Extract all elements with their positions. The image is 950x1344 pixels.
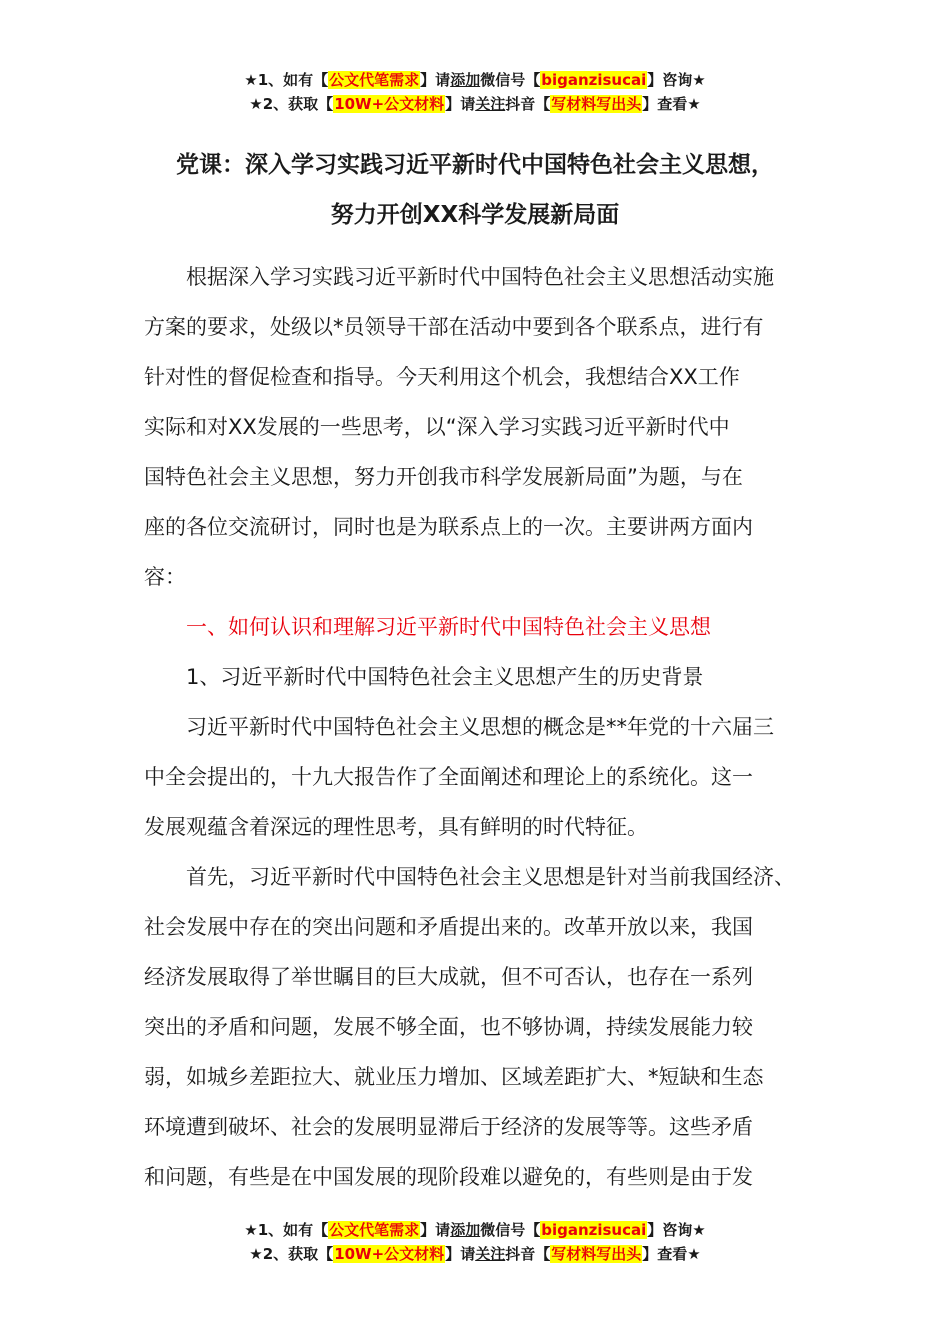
banner-text: 抖音【 [505, 95, 551, 113]
banner-underline: 添加 [450, 71, 481, 89]
text-line: 实际和对XX发展的一些思考，以“深入学习实践习近平新时代中 [144, 415, 730, 439]
banner-highlight: 写材料写出头 [551, 1245, 642, 1263]
banner-text: ★2、获取【 [249, 1245, 334, 1263]
text-line: 和问题，有些是在中国发展的现阶段难以避免的，有些则是由于发 [144, 1165, 753, 1189]
text-line: 习近平新时代中国特色社会主义思想的概念是**年党的十六届三 [144, 715, 774, 739]
banner-text: 】请 [445, 1245, 476, 1263]
banner-text: ★1、如有【 [244, 71, 329, 89]
banner-line-2 [0, 1242, 950, 1266]
document-title-line-1: 党课：深入学习实践习近平新时代中国特色社会主义思想， [176, 152, 774, 178]
banner-text: ★1、如有【 [244, 1221, 329, 1239]
text-line: 方案的要求，处级以*员领导干部在活动中要到各个联系点，进行有 [144, 315, 764, 339]
banner-highlight: 公文代笔需求 [329, 1221, 420, 1239]
banner-highlight: 10W+公文材料 [334, 95, 445, 113]
banner-line-1 [0, 68, 950, 92]
banner-text: 】咨询★ [647, 1221, 706, 1239]
paragraph-first [144, 852, 816, 1202]
subsection-heading-text: 1、习近平新时代中国特色社会主义思想产生的历史背景 [144, 665, 704, 689]
text-line: 根据深入学习实践习近平新时代中国特色社会主义思想活动实施 [144, 265, 774, 289]
banner-highlight: 写材料写出头 [551, 95, 642, 113]
banner-line-2 [0, 92, 950, 116]
banner-highlight: biganzisucai [541, 1221, 647, 1239]
banner-underline: 关注 [475, 95, 506, 113]
banner-highlight: biganzisucai [541, 71, 647, 89]
paragraph-intro [144, 252, 816, 602]
banner-text: 】咨询★ [647, 71, 706, 89]
section-heading-text: 一、如何认识和理解习近平新时代中国特色社会主义思想 [144, 615, 711, 639]
banner-highlight: 10W+公文材料 [334, 1245, 445, 1263]
text-line: 容： [144, 565, 186, 589]
text-line: 社会发展中存在的突出问题和矛盾提出来的。改革开放以来，我国 [144, 915, 753, 939]
banner-underline: 添加 [450, 1221, 481, 1239]
banner-underline: 关注 [475, 1245, 506, 1263]
banner-text: 微信号【 [480, 1221, 541, 1239]
text-line: 发展观蕴含着深远的理性思考，具有鲜明的时代特征。 [144, 815, 648, 839]
banner-text: 】查看★ [642, 1245, 701, 1263]
document-title-line-2: 努力开创XX科学发展新局面 [330, 202, 620, 228]
banner-text: 】请 [420, 71, 451, 89]
bottom-banner [0, 1218, 950, 1266]
text-line: 针对性的督促检查和指导。今天利用这个机会，我想结合XX工作 [144, 365, 740, 389]
text-line: 国特色社会主义思想，努力开创我市科学发展新局面”为题，与在 [144, 465, 743, 489]
banner-highlight: 公文代笔需求 [329, 71, 420, 89]
banner-text: 】请 [420, 1221, 451, 1239]
banner-text: 微信号【 [480, 71, 541, 89]
text-line: 座的各位交流研讨，同时也是为联系点上的一次。主要讲两方面内 [144, 515, 753, 539]
subsection-heading [144, 652, 816, 702]
text-line: 中全会提出的，十九大报告作了全面阐述和理论上的系统化。这一 [144, 765, 753, 789]
banner-text: ★2、获取【 [249, 95, 334, 113]
section-heading [144, 602, 816, 652]
banner-text: 抖音【 [505, 1245, 551, 1263]
banner-text: 】查看★ [642, 95, 701, 113]
top-banner [0, 68, 950, 116]
text-line: 环境遭到破坏、社会的发展明显滞后于经济的发展等等。这些矛盾 [144, 1115, 753, 1139]
banner-text: 】请 [445, 95, 476, 113]
text-line: 首先，习近平新时代中国特色社会主义思想是针对当前我国经济、 [144, 865, 795, 889]
banner-line-1 [0, 1218, 950, 1242]
text-line: 经济发展取得了举世瞩目的巨大成就，但不可否认，也存在一系列 [144, 965, 753, 989]
paragraph-concept [144, 702, 816, 852]
text-line: 弱，如城乡差距拉大、就业压力增加、区域差距扩大、*短缺和生态 [144, 1065, 764, 1089]
text-line: 突出的矛盾和问题，发展不够全面，也不够协调，持续发展能力较 [144, 1015, 753, 1039]
